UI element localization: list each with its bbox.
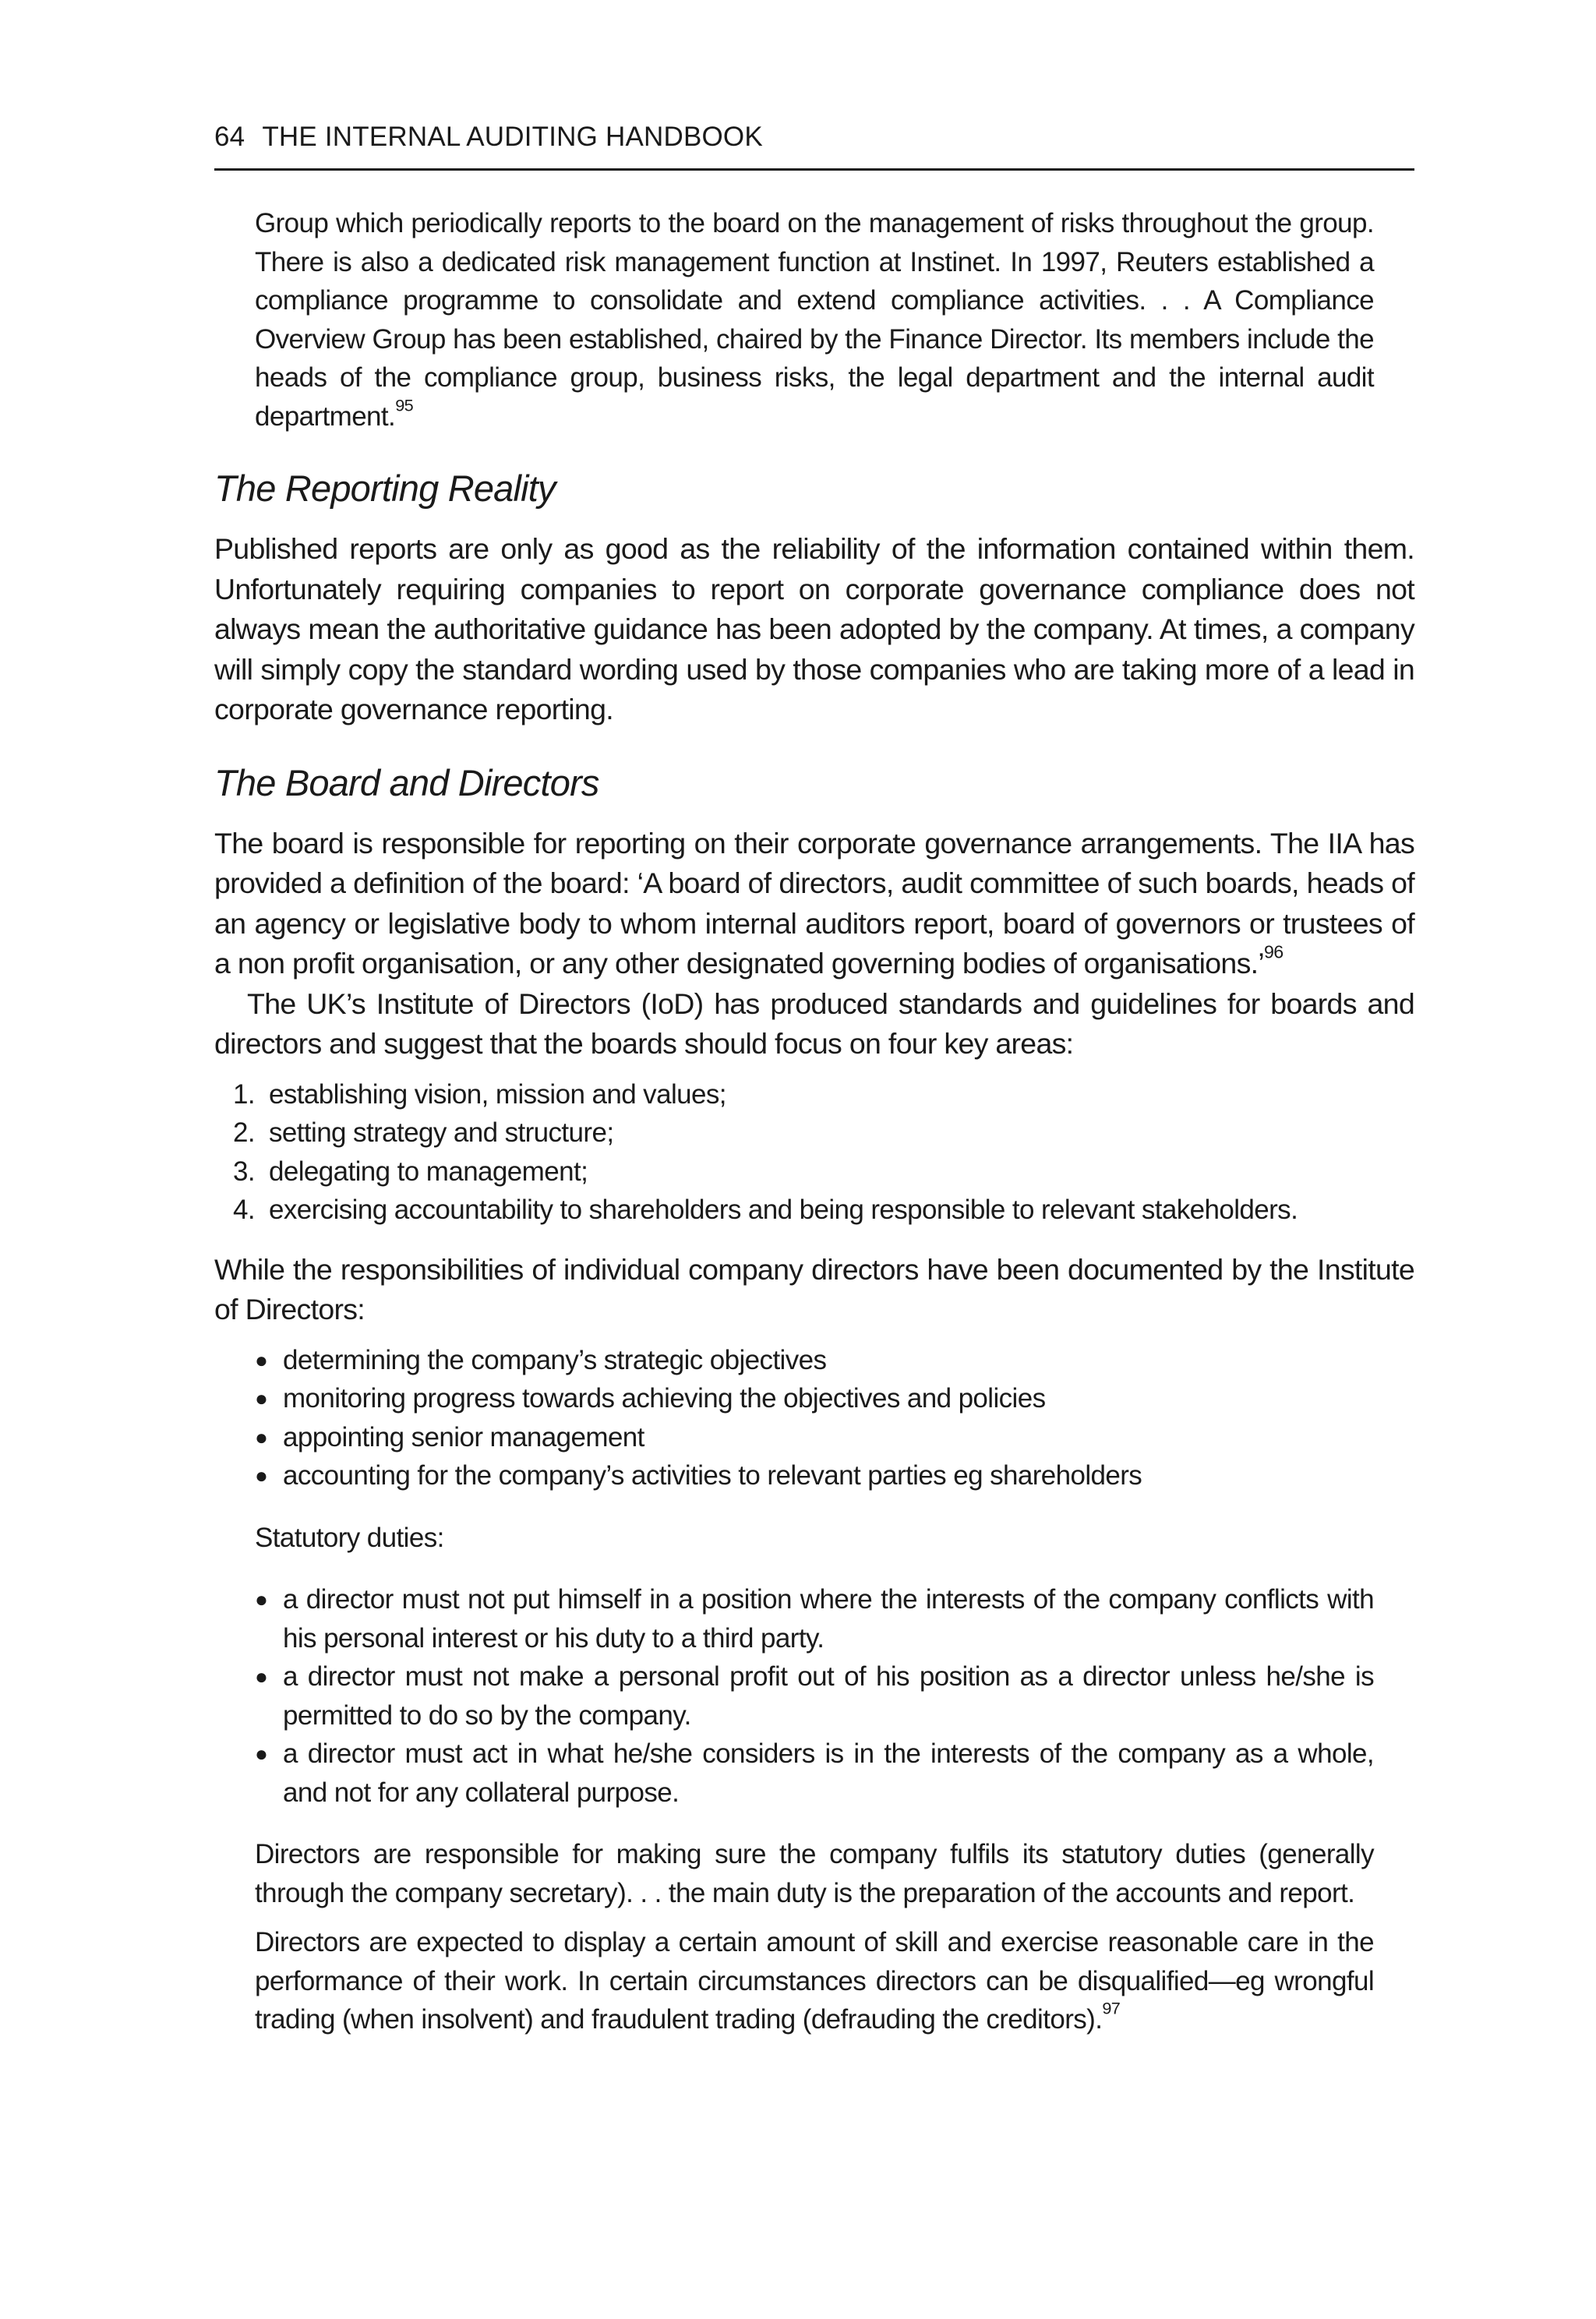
spacer [214, 1064, 1414, 1075]
statutory-duties-list [214, 1580, 1414, 1812]
board-paragraph-2: The UK’s Institute of Directors (IoD) has produced standards and guidelines for boards and directors and suggest that the boards should focus on four key areas: [214, 987, 1414, 1060]
bullet-icon: ● [255, 1587, 268, 1611]
list-item-text: monitoring progress towards achieving the objectives and policies [283, 1383, 1046, 1414]
closing-paragraph-1: Directors are responsible for making sure the company fulfils its statutory duties (generally through the company secretary). . . the main duty is the preparation of the accounts and report. [255, 1839, 1374, 1908]
list-item-text: establishing vision, mission and values; [269, 1078, 726, 1110]
page-number: 64 [214, 122, 245, 152]
list-item-text: setting strategy and structure; [269, 1117, 614, 1148]
list-item [214, 1418, 1374, 1457]
list-item [214, 1114, 1414, 1152]
list-item [214, 1735, 1374, 1812]
list-item-text: delegating to management; [269, 1156, 588, 1187]
board-paragraph-3: While the responsibilities of individual company directors have been documented by the Institute of Directors: [214, 1252, 1414, 1325]
list-item-text: appointing senior management [283, 1421, 644, 1452]
list-item [214, 1075, 1414, 1114]
list-item [214, 1456, 1374, 1495]
board-paragraph-1 [214, 824, 1414, 984]
footnote-ref-97: 97 [1102, 1998, 1121, 2018]
list-item [214, 1341, 1374, 1380]
bullet-icon: ● [255, 1424, 268, 1449]
list-item-text: accounting for the company’s activities to relevant parties eg shareholders [283, 1460, 1142, 1491]
list-item-text: exercising accountability to shareholders and being responsible to relevant stakeholders. [269, 1195, 1298, 1225]
statutory-label: Statutory duties: [255, 1522, 444, 1553]
page-content [214, 204, 1414, 2039]
reporting-paragraph: Published reports are only as good as the reliability of the information contained within them. Unfortunately requiring companies to report on corporate governance compliance does not always mean the authoritative guidance has been adopted by the company. At times, a company will simply copy the standard wording used by those companies who are taking more of a lead in corporate governance reporting. [214, 532, 1414, 725]
book-title: THE INTERNAL AUDITING HANDBOOK [262, 122, 763, 152]
closing-paragraph-2 [255, 1923, 1374, 2039]
spacer [214, 1912, 1414, 1923]
board-paragraph-1-text: The board is responsible for reporting on their corporate governance arrangements. The IIA has provided a definition of the board: ‘A board of directors, audit committee of such boards, heads of an agency or legislative body to whom internal auditors report, board of governors or trustees of a non profit organisation, or any other designated governing bodies of organisations.’ [214, 826, 1414, 979]
bullet-icon: ● [255, 1742, 268, 1766]
bullet-icon: ● [255, 1664, 268, 1689]
list-item [214, 1152, 1414, 1191]
spacer [214, 730, 1414, 761]
spacer [214, 1230, 1414, 1250]
quote-top-text: Group which periodically reports to the board on the management of risks throughout the group. There is also a dedicated risk management function at Instinet. In 1997, Reuters established a compliance programme to consolidate and extend compliance activities. . . A Compliance Overview Group has been established, chaired by the Finance Director. Its members include the heads of the compliance group, business risks, the legal department and the internal audit department. [255, 208, 1374, 432]
closing-paragraph-2-text: Directors are expected to display a certain amount of skill and exercise reasonable care in the performance of their work. In certain circumstances directors can be disqualified—eg wrongful trading (when insolvent) and fraudulent trading (defrauding the creditors). [255, 1927, 1374, 2035]
spacer [214, 805, 1414, 824]
bullet-icon: ● [255, 1347, 268, 1372]
quote-block-top [255, 204, 1374, 436]
list-item [214, 1379, 1374, 1418]
list-item-text: a director must not make a personal profit out of his position as a director unless he/she is permitted to do so by the company. [283, 1661, 1374, 1731]
running-head [214, 118, 1414, 156]
list-number: 4. [233, 1195, 255, 1225]
list-item [214, 1580, 1374, 1657]
key-areas-list [214, 1075, 1414, 1230]
bullet-icon: ● [255, 1386, 268, 1410]
header-rule [214, 168, 1414, 171]
footnote-ref-96: 96 [1263, 941, 1284, 962]
spacer [214, 1557, 1414, 1580]
list-item-text: a director must act in what he/she considers is in the interests of the company as a whole, and not for any collateral purpose. [283, 1738, 1374, 1808]
spacer [214, 510, 1414, 529]
list-item-text: determining the company’s strategic objectives [283, 1344, 827, 1375]
spacer [214, 1495, 1414, 1519]
spacer [214, 436, 1414, 467]
list-item [214, 1191, 1414, 1230]
footnote-ref-95: 95 [395, 395, 414, 415]
list-item-text: a director must not put himself in a position where the interests of the company conflicts with his personal interest or his duty to a third party. [283, 1584, 1374, 1654]
spacer [214, 1812, 1414, 1835]
heading-reporting-reality: The Reporting Reality [214, 468, 556, 509]
list-item [214, 1657, 1374, 1735]
list-number: 2. [233, 1117, 255, 1148]
heading-board-directors: The Board and Directors [214, 761, 599, 803]
spacer [214, 1330, 1414, 1341]
responsibilities-list [214, 1341, 1414, 1495]
bullet-icon: ● [255, 1463, 268, 1488]
list-number: 1. [233, 1078, 255, 1110]
list-number: 3. [233, 1156, 255, 1187]
